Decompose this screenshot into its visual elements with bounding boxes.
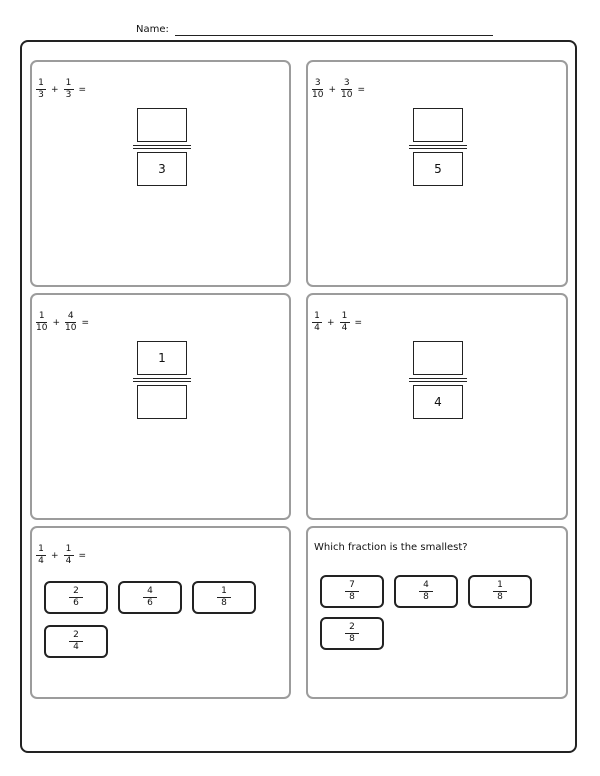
fraction-b: $\frac{1}{3}$ [64,79,74,100]
name-row [0,24,600,40]
problem-expression [36,79,86,100]
choice-button[interactable]: $\frac{7}{8}$ [320,575,384,608]
choice-button[interactable]: $\frac{2}{4}$ [44,625,108,658]
choice-button[interactable]: $\frac{2}{6}$ [44,581,108,614]
problem-panel-6 [306,526,568,699]
problem-expression [312,79,365,100]
choice-button[interactable]: $\frac{1}{8}$ [468,575,532,608]
plus-sign: + [51,84,59,95]
equals-sign: = [354,317,363,328]
problem-panel-5 [30,526,291,699]
fraction-a: $\frac{1}{10}$ [36,311,48,333]
equals-sign: = [78,550,87,561]
numerator-box[interactable]: 1 [137,341,187,375]
fraction-a: $\frac{1}{4}$ [312,312,322,333]
choice-button[interactable]: $\frac{1}{8}$ [192,581,256,614]
plus-sign: + [327,317,335,328]
question-text: Which fraction is the smallest? [314,542,468,553]
name-input-line[interactable] [175,35,493,36]
denominator-box[interactable] [137,385,187,419]
problem-panel-4 [306,293,568,520]
fraction-a: $\frac{3}{10}$ [312,78,324,100]
fraction-b: $\frac{1}{4}$ [64,545,74,566]
problem-expression [36,545,86,566]
numerator-box[interactable] [137,108,187,142]
plus-sign: + [51,550,59,561]
denominator-box[interactable]: 5 [413,152,463,186]
problem-panel-1 [30,60,291,287]
fraction-a: $\frac{1}{4}$ [36,545,46,566]
problem-panel-3 [30,293,291,520]
answer-fraction [133,108,191,186]
denominator-box[interactable]: 4 [413,385,463,419]
answer-fraction [133,341,191,419]
plus-sign: + [52,317,60,328]
name-label: Name: [136,24,169,35]
problem-expression [312,312,362,333]
denominator-box[interactable]: 3 [137,152,187,186]
problem-panel-2 [306,60,568,287]
problem-expression [36,312,89,333]
numerator-box[interactable] [413,108,463,142]
answer-fraction [409,341,467,419]
choice-button[interactable]: $\frac{4}{8}$ [394,575,458,608]
plus-sign: + [328,84,336,95]
answer-fraction [409,108,467,186]
equals-sign: = [357,84,365,95]
fraction-b: $\frac{3}{10}$ [341,78,353,100]
choice-button[interactable]: $\frac{2}{8}$ [320,617,384,650]
fraction-b: $\frac{1}{4}$ [340,312,350,333]
equals-sign: = [81,317,89,328]
choice-button[interactable]: $\frac{4}{6}$ [118,581,182,614]
equals-sign: = [78,84,87,95]
fraction-a: $\frac{1}{3}$ [36,79,46,100]
fraction-b: $\frac{4}{10}$ [65,311,77,333]
numerator-box[interactable] [413,341,463,375]
